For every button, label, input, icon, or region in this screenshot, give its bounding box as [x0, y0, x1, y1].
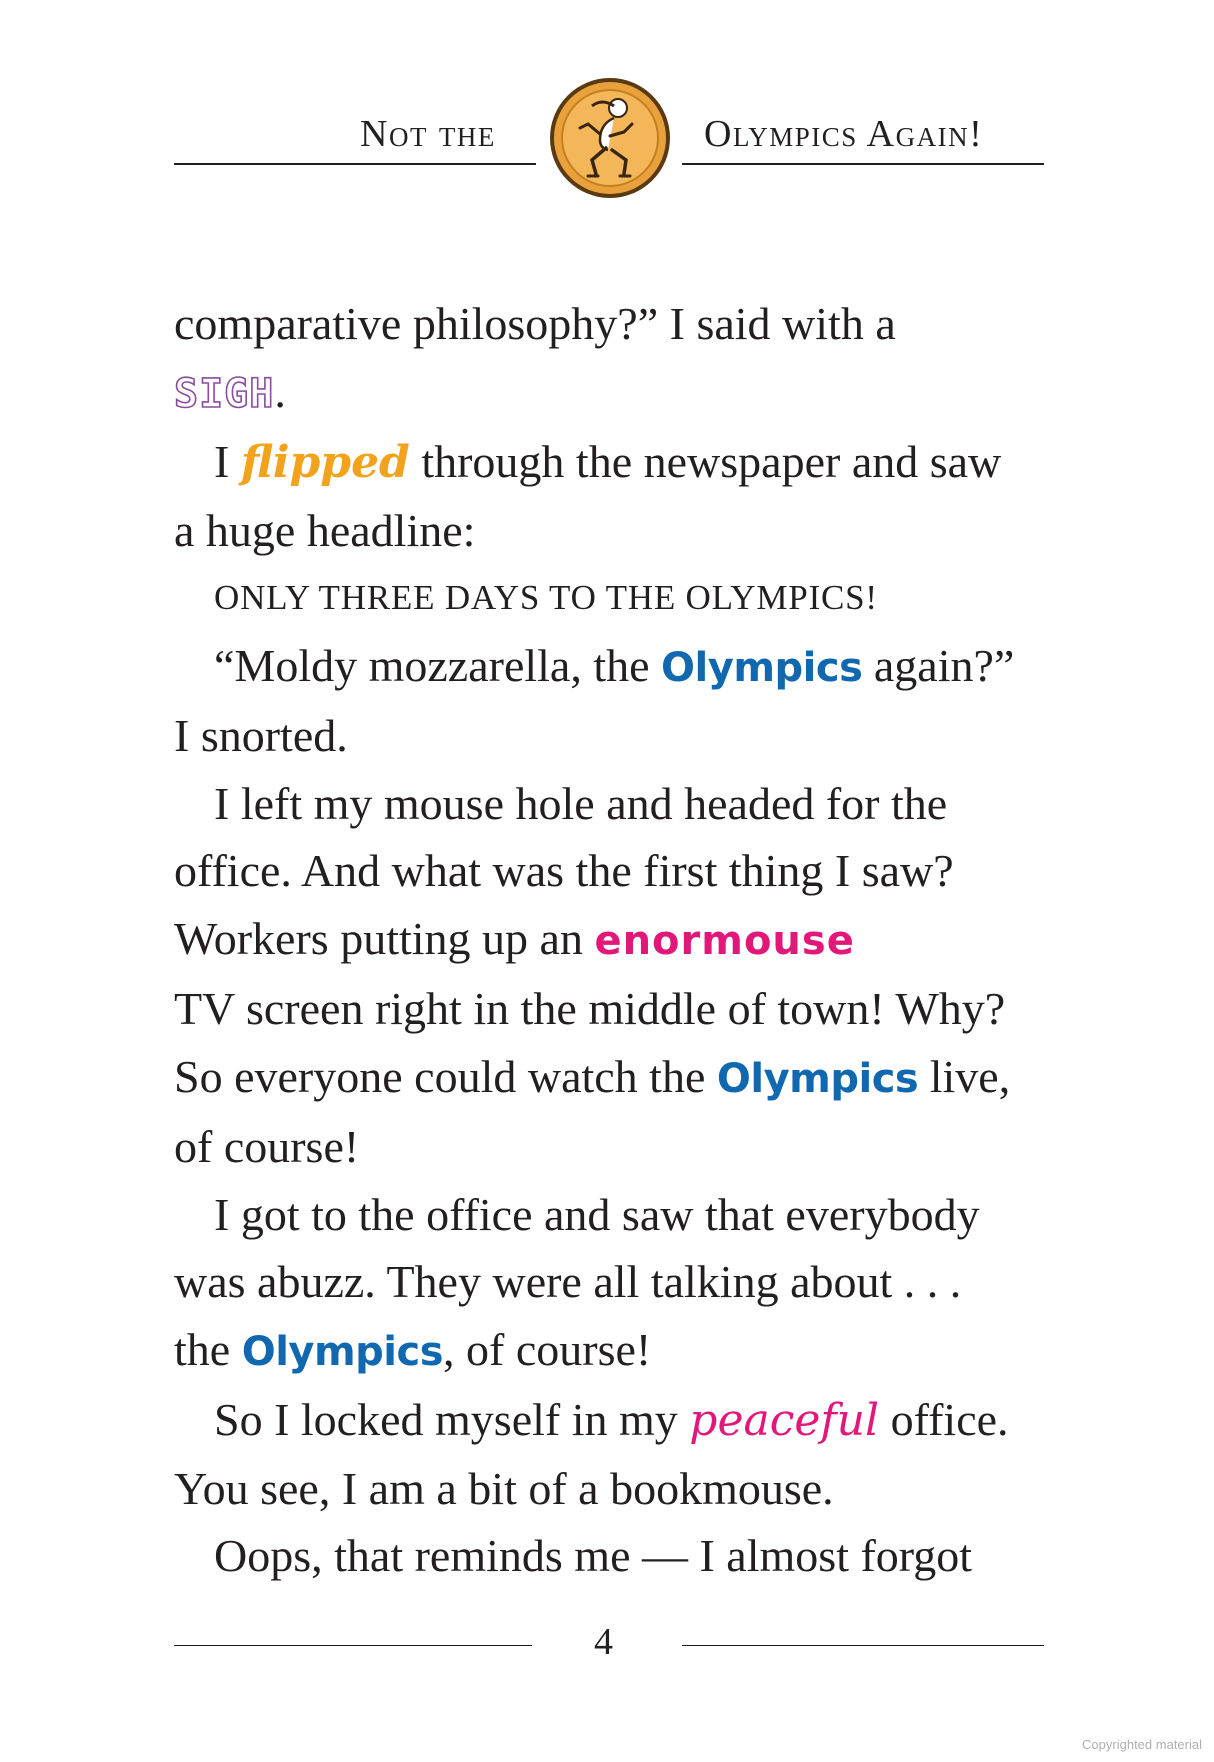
header-rule-right — [682, 163, 1044, 165]
olympics-word: Olympics — [661, 644, 863, 691]
page-number: 4 — [594, 1621, 613, 1663]
paragraph: I got to the office and saw that everybody was abuzz. They were all talking about . . . the Olympics, of course! — [174, 1188, 980, 1375]
flipped-word: flipped — [240, 437, 410, 488]
olympics-word: Olympics — [241, 1328, 444, 1375]
running-header-left: Not the — [360, 113, 496, 155]
paragraph: So I locked myself in my peaceful office. You see, I am a bit of a bookmouse. — [174, 1394, 1009, 1514]
footer-rule-right — [682, 1645, 1044, 1646]
text-line: comparative philosophy?” I said with a — [174, 298, 896, 349]
paragraph: “Moldy mozzarella, the Olympics again?” I snorted. — [174, 639, 1015, 761]
sigh-word: SIGH — [174, 370, 275, 417]
paragraph: I flipped through the newspaper and saw a huge headline: — [174, 436, 1002, 556]
peaceful-word: peaceful — [689, 1395, 880, 1446]
enormouse-word: enormouse — [594, 917, 855, 964]
footer-rule-left — [174, 1645, 532, 1646]
copyright-notice: Copyrighted material — [1082, 1737, 1202, 1752]
header-rule-left — [174, 163, 536, 165]
running-header-right: Olympics Again! — [704, 113, 984, 155]
body-text — [174, 290, 1042, 1590]
olympics-word: Olympics — [716, 1055, 919, 1102]
paragraph: I left my mouse hole and headed for the office. And what was the first thing I saw? Workers putting up an enormouse TV screen right in the middle of town! Why? So everyone could watch the Olympics live, of course! — [174, 777, 1011, 1172]
headline-text: ONLY THREE DAYS TO THE OLYMPICS! — [214, 578, 878, 617]
paragraph: Oops, that reminds me — I almost forgot — [214, 1530, 973, 1581]
runner-medallion-icon — [548, 76, 672, 200]
text-line: SIGH. — [174, 365, 286, 417]
